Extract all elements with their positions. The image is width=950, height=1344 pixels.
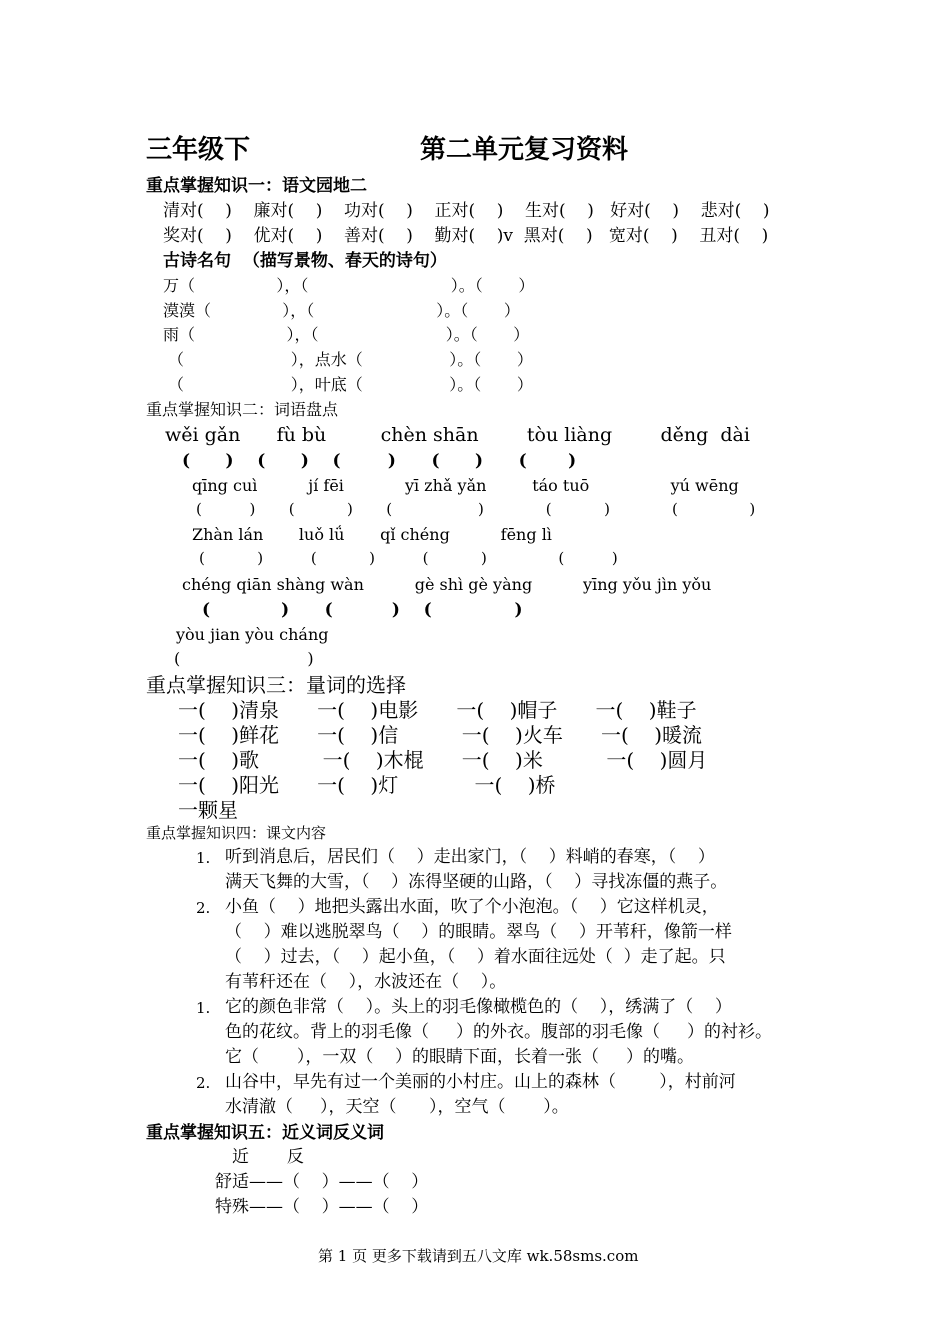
text-line: （ ）过去，（ ）起小鱼，（ ）着水面往远处（ ）走了起。只: [225, 947, 726, 967]
bracket-row: ( ) ( ) ( ): [202, 600, 523, 620]
pinyin-row: Zhàn lán luǒ lǘ qǐ chéng fēng lì: [192, 525, 552, 544]
text-line: 有苇秆还在（ ），水波还在（ ）。: [225, 972, 507, 992]
pinyin-row: yòu jian yòu cháng: [176, 625, 329, 644]
section-2-heading: 重点掌握知识二：词语盘点: [146, 400, 339, 419]
text-line: 听到消息后，居民们（ ）走出家门，（ ）料峭的春寒，（ ）: [225, 847, 715, 867]
poem-line: 万（ ），（ ）。（ ）: [163, 276, 535, 295]
poem-line: 雨（ ），（ ）。（ ）: [163, 325, 530, 344]
poem-heading: 古诗名句 （描写景物、春天的诗句）: [163, 251, 447, 271]
text-line: （ ）难以逃脱翠鸟（ ）的眼睛。翠鸟（ ）开苇秆，像箭一样: [225, 922, 732, 942]
synonym-antonym-labels: 近 反: [232, 1147, 304, 1167]
item-number: 1.: [196, 849, 211, 867]
item-number: 2.: [196, 1074, 211, 1092]
section-1-heading: 重点掌握知识一：语文园地二: [146, 176, 367, 196]
text-line: 山谷中，早先有过一个美丽的小村庄。山上的森林（ ），村前河: [225, 1072, 736, 1092]
measure-word-row: 一颗星: [178, 798, 238, 822]
text-line: 满天飞舞的大雪，（ ）冻得坚硬的山路，（ ）寻找冻僵的燕子。: [225, 872, 728, 892]
measure-word-row: 一( )鲜花 一( )信 一( )火车 一( )暖流: [178, 723, 703, 747]
poem-line: （ ），叶底（ ）。（ ）: [168, 375, 533, 394]
page-footer: 第 1 页 更多下载请到五八文库 wk.58sms.com: [318, 1247, 639, 1265]
bracket-row: ( ): [174, 649, 314, 668]
pinyin-row: chéng qiān shàng wàn gè shì gè yàng yīng yǒu jìn yǒu: [182, 575, 712, 594]
text-line: 色的花纹。背上的羽毛像（ ）的外衣。腹部的羽毛像（ ）的衬衫。: [225, 1022, 773, 1042]
antonym-row-1: 清对( ) 廉对( ) 功对( ) 正对( ) 生对( ) 好对( ) 悲对( ): [163, 201, 770, 221]
pinyin-row: qīng cuì jí fēi yī zhǎ yǎn táo tuō yú wēng: [192, 476, 739, 495]
word-row: 舒适——（ ）——（ ）: [215, 1172, 429, 1192]
bracket-row: ( ) ( ) ( ) ( ): [199, 549, 618, 567]
bracket-row: ( ) ( ) ( ) ( ) ( ): [182, 451, 577, 471]
section-4-heading: 重点掌握知识四：课文内容: [146, 824, 327, 842]
grade-title: 三年级下: [146, 135, 251, 165]
page-title: 第二单元复习资料: [420, 135, 629, 165]
section-3-heading: 重点掌握知识三：量词的选择: [146, 673, 406, 697]
poem-line: 漠漠（ ），（ ）。（ ）: [163, 301, 520, 320]
poem-line: （ ），点水（ ）。（ ）: [168, 350, 533, 369]
measure-word-row: 一( )阳光 一( )灯 一( )桥: [178, 773, 556, 797]
word-row: 特殊——（ ）——（ ）: [215, 1197, 429, 1217]
text-line: 它的颜色非常（ ）。头上的羽毛像橄榄色的（ ），绣满了（ ）: [225, 997, 732, 1017]
measure-word-row: 一( )清泉 一( )电影 一( )帽子 一( )鞋子: [178, 698, 697, 722]
measure-word-row: 一( )歌 一( )木棍 一( )米 一( )圆月: [178, 748, 708, 772]
item-number: 2.: [196, 899, 211, 917]
item-number: 1.: [196, 999, 211, 1017]
text-line: 它（ ），一双（ ）的眼睛下面，长着一张（ ）的嘴。: [225, 1047, 694, 1067]
pinyin-row: wěi gǎn fù bù chèn shān tòu liàng děng dài: [165, 424, 750, 446]
antonym-row-2: 奖对( ) 优对( ) 善对( ) 勤对( )v 黑对( ) 宽对( ) 丑对( ): [163, 226, 769, 246]
text-line: 水清澈（ ），天空（ ），空气（ ）。: [225, 1097, 569, 1117]
text-line: 小鱼（ ）地把头露出水面，吹了个小泡泡。（ ）它这样机灵，: [225, 897, 719, 917]
bracket-row: ( ) ( ) ( ) ( ) ( ): [196, 500, 756, 518]
section-5-heading: 重点掌握知识五：近义词反义词: [146, 1123, 384, 1143]
